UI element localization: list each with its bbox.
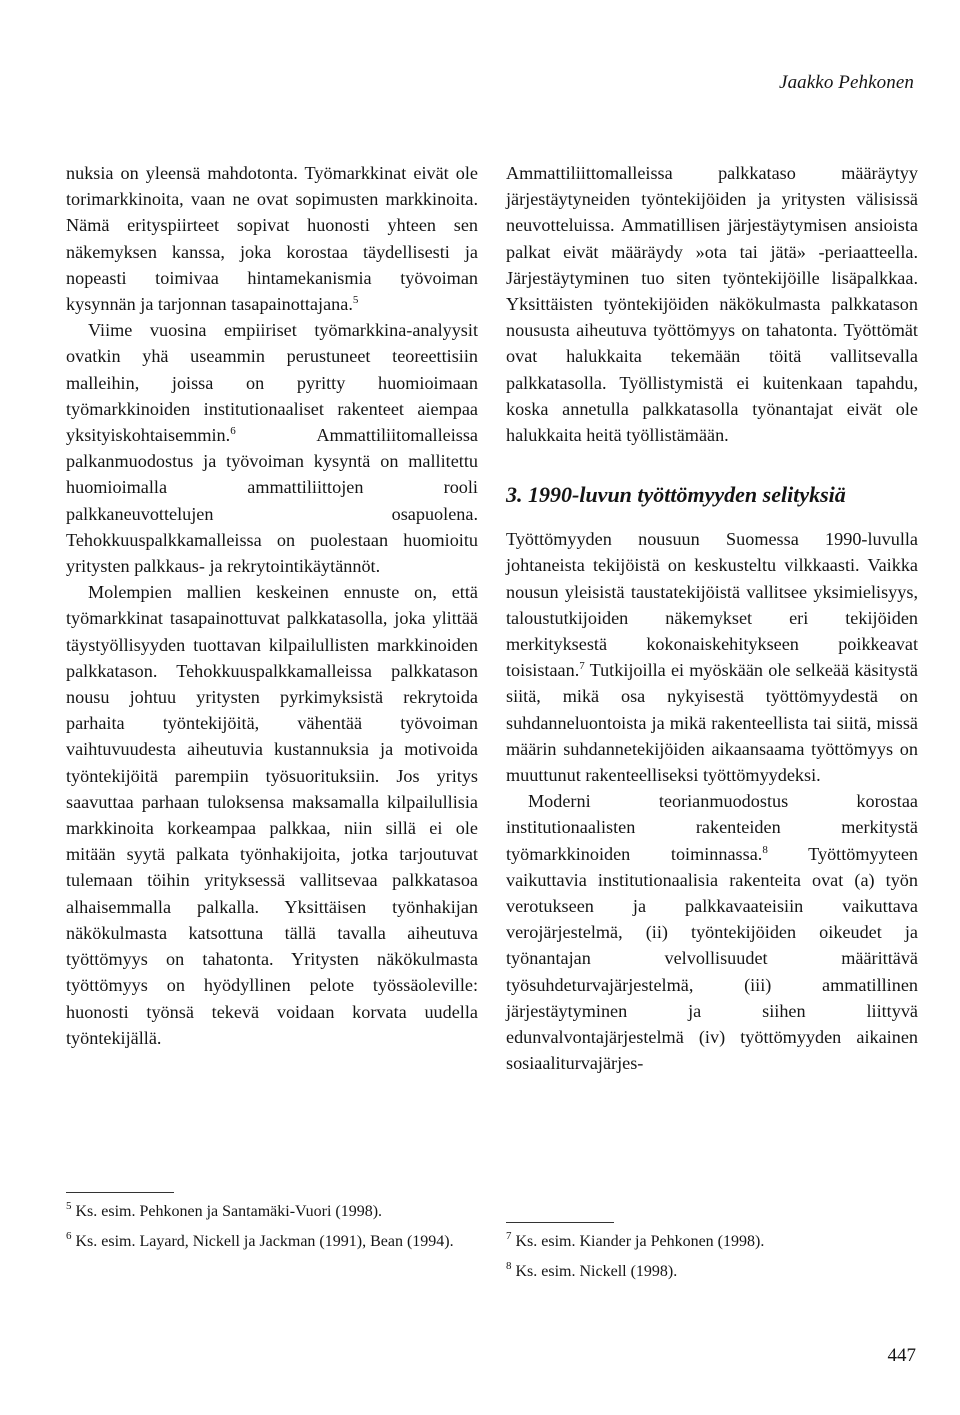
paragraph-text: nuksia on yleensä mahdotonta. Työmarkkinat eivät ole torimarkkinoita, vaan ne ovat sopimusten markkinoita. Nämä erityspiirteet sopivat huonosti yhteen sen näkemyksen kanssa, joka korostaa täydellisesti ja nopeasti toimivaa hintamekanismia työvoiman kysynnän ja tarjonnan tasapainottajana. (66, 163, 478, 315)
paragraph (506, 788, 918, 1076)
footnote-5 (66, 1201, 478, 1223)
footnote-7 (506, 1231, 918, 1253)
left-column (66, 160, 478, 1051)
paragraph-text: Työttömyyteen vaikuttavia institutionaalisia rakenteita ovat (a) työn verotukseen ja palkkavaateisiin vaikuttava verojärjestelmä, (ii) työntekijöiden oikeudet ja työnantajan velvollisuudet määrittävä työsuhdeturvajärjestelmä, (iii) ammatillinen järjestäytyminen ja siihen liittyvä edunvalvontajärjestelmä (iv) työttömyyden aikainen sosiaaliturvajärjes- (506, 843, 918, 1074)
footnote-8 (506, 1261, 918, 1283)
footnote-number: 6 (66, 1230, 72, 1242)
paragraph (66, 160, 478, 317)
footnote-text: Ks. esim. Layard, Nickell ja Jackman (1991), Bean (1994). (75, 1233, 454, 1250)
paragraph-text: Viime vuosina empiiriset työmarkkina-analyysit ovatkin yhä useammin perustuneet teoreettisiin malleihin, joissa on pyritty huomioimaan työmarkkinoiden institutionaaliset rakenteet aiempaa yksityiskohtaisemmin. (66, 320, 478, 446)
paragraph (66, 317, 478, 579)
running-header-author: Jaakko Pehkonen (779, 72, 914, 93)
footnote-text: Ks. esim. Pehkonen ja Santamäki-Vuori (1998). (75, 1203, 383, 1220)
paragraph: Molempien mallien keskeinen ennuste on, että työmarkkinat tasapainottuvat palkkatasolla, joka ylittää täystyöllisyyden tuottavan kilpailullisten markkinoiden palkkatason. Tehokkuuspalkkamalleissa palkkatason nousu johtuu yritysten pyrkimyksistä rekrytoida parhaita työntekijöitä, vähentää työvoiman vaihtuvuudesta aiheutuvia kustannuksia ja motivoida työntekijöitä parempiin työsuorituksiin. Jos yritys saavuttaa parhaan tuloksensa maksamalla kilpailullisia markkinoita korkeampaa palkkaa, niin sillä ei ole mitään syytä palkata työnhakijoita, jotka tarjoutuvat tulemaan töihin yrityksessä vallitsevaa palkkatasoa alhaisemmalla palkalla. Yksittäisen työnhakijan näkökulmasta katsottuna tällä tavalla aiheutuva työttömyys on tahatonta. Yritysten näkökulmasta työttömyys on hyödyllinen pelote työssäoleville: huonosti työnsä tekevä voidaan korvata uudella työntekijällä. (66, 582, 478, 1048)
footnote-divider (66, 1192, 174, 1193)
footnote-divider (506, 1222, 614, 1223)
footnote-ref-6: 6 (230, 425, 236, 438)
footnote-number: 8 (506, 1260, 512, 1272)
footnotes-left (66, 1192, 478, 1261)
footnote-number: 5 (66, 1200, 72, 1212)
footnote-ref-7: 7 (579, 660, 585, 673)
section-heading: 3. 1990-luvun työttömyyden selityksiä (506, 482, 846, 508)
footnote-text: Ks. esim. Nickell (1998). (515, 1263, 678, 1280)
right-column (506, 160, 918, 1077)
footnotes-right (506, 1222, 918, 1291)
footnote-number: 7 (506, 1230, 512, 1242)
paragraph-text: Ammattiliitomalleissa palkanmuodostus ja työvoiman kysyntä on mallitettu huomioimalla ammattiliittojen rooli palkkaneuvottelujen osapuolena. Tehokkuuspalkkamalleissa on puolestaan huomioitu yritysten palkkaus- ja rekrytointikäytännöt. (66, 425, 478, 577)
footnote-6 (66, 1231, 478, 1253)
page-number: 447 (887, 1345, 916, 1366)
paragraph (506, 526, 918, 788)
footnote-ref-8: 8 (762, 843, 768, 856)
paragraph-text: Tutkijoilla ei myöskään ole selkeää käsitystä siitä, mikä osa nykyisestä työttömyydestä on suhdanneluontoista ja mikä rakenteellista tai siitä, missä määrin suhdannetekijöiden aikaansaama työttömyys on muuttunut rakenteelliseksi työttömyydeksi. (506, 660, 918, 786)
paragraph-text: Työttömyyden nousuun Suomessa 1990-luvulla johtaneista tekijöistä on keskusteltu vilkkaasti. Vaikka nousun yleisistä taustatekijöistä vallitsee yksimielisyys, taloustutkijoiden näkemykset eri tekijöiden merkityksestä kokonaiskehitykseen poikkeavat toisistaan. (506, 529, 918, 681)
paragraph: Ammattiliittomalleissa palkkataso määräytyy järjestäytyneiden työntekijöiden ja yritysten välisissä neuvotteluissa. Ammatillisen järjestäytymisen ansioista palkat eivät määräydy »ota tai jätä» -periaatteella. Järjestäytyminen tuo siten työntekijöille lisäpalkkaa. Yksittäisten työntekijöiden näkökulmasta palkkatason noususta aiheutuva työttömyys on tahatonta. Työttömät ovat halukkaita tekemään töitä vallitsevalla palkkatasolla. Työllistymistä ei kuitenkaan tapahdu, koska annetulla palkkatasolla työnantajat eivät ole halukkaita heitä työllistämään. (506, 163, 918, 446)
paragraph-text: Moderni teorianmuodostus korostaa institutionaalisten rakenteiden merkitystä työmarkkinoiden toiminnassa. (506, 791, 918, 864)
footnote-text: Ks. esim. Kiander ja Pehkonen (1998). (515, 1233, 765, 1250)
footnote-ref-5: 5 (352, 294, 359, 307)
